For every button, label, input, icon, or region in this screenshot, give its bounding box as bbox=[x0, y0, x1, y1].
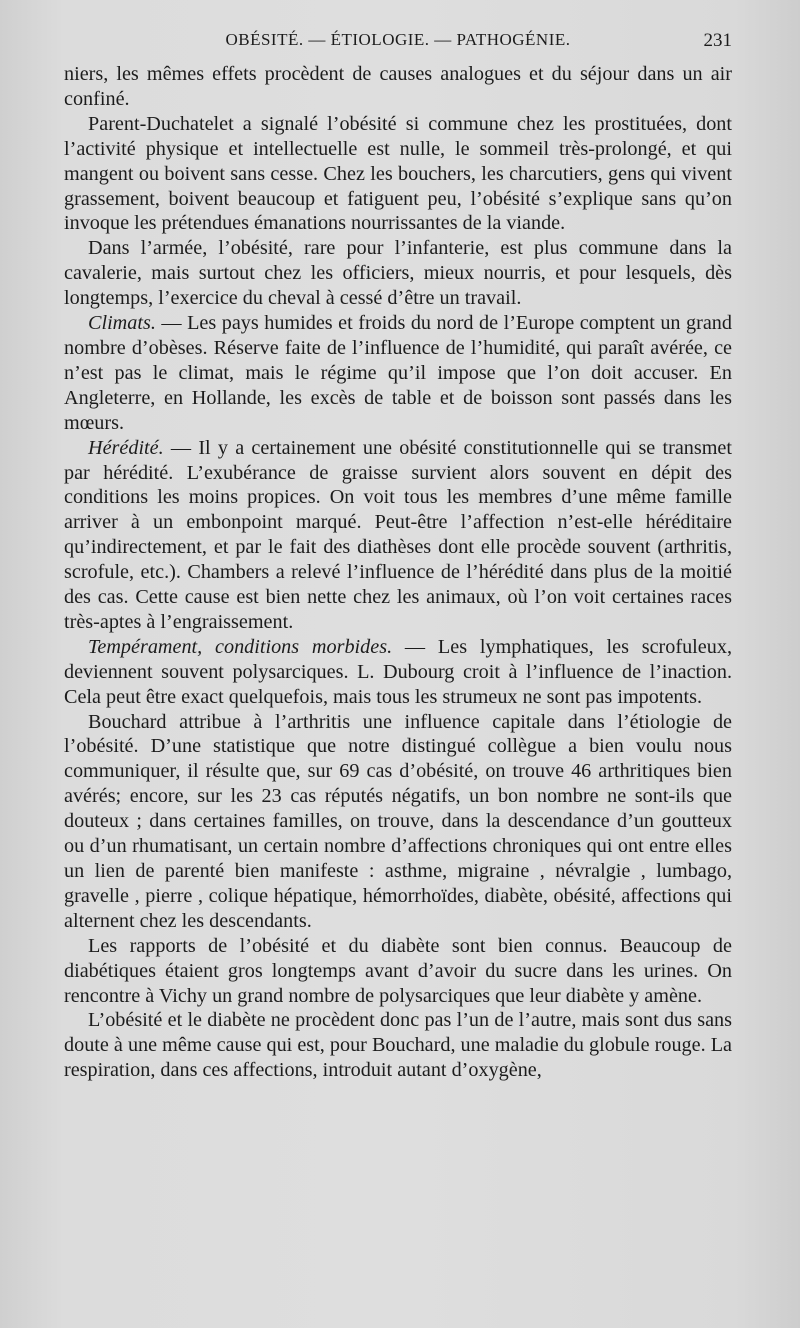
paragraph bbox=[64, 1008, 732, 1083]
paragraph bbox=[64, 62, 732, 112]
paragraph bbox=[64, 710, 732, 934]
paragraph bbox=[64, 112, 732, 237]
paragraph-text: L’obésité et le diabète ne procèdent donc pas l’un de l’autre, mais sont dus sans doute à une même cause qui est, pour Bouchard, une maladie du globule rouge. La respiration, dans ces affections, introduit autant d’oxygène, bbox=[64, 1009, 732, 1082]
paragraph-heredite bbox=[64, 436, 732, 635]
paragraph bbox=[64, 236, 732, 311]
paragraph-lead: Tempérament, conditions morbides. bbox=[88, 635, 393, 658]
paragraph-text: — Les pays humides et froids du nord de l’Europe comptent un grand nombre d’obèses. Réserve faite de l’influence de l’humidité, qui paraît avérée, ce n’est pas le climat, mais le régime qu’il impose que l’on doit accuser. En Angleterre, en Hollande, les excès de table et de boisson sont passés dans les mœurs. bbox=[64, 312, 732, 434]
paragraph bbox=[64, 934, 732, 1009]
paragraph-lead: Hérédité. bbox=[88, 436, 164, 459]
paragraph-text: — Il y a certainement une obésité constitutionnelle qui se transmet par hérédité. L’exubérance de graisse survient alors souvent en dépit des conditions les moins propices. On voit tous les membres d’une même famille arriver à un embonpoint marqué. Peut-être l’affection n’est-elle héréditaire qu’indirectement, et par le fait des diathèses dont elle procède souvent (arthritis, scrofule, etc.). Chambers a relevé l’influence de l’hérédité dans plus de la moitié des cas. Cette cause est bien nette chez les animaux, où l’on voit certaines races très-aptes à l’engraissement. bbox=[64, 436, 732, 633]
paragraph-lead: Climats. bbox=[88, 312, 156, 335]
paragraph-climats bbox=[64, 311, 732, 436]
paragraph-text: Parent-Duchatelet a signalé l’obésité si commune chez les prostituées, dont l’activité physique et intellectuelle est nulle, le sommeil très-prolongé, et qui mangent ou boivent sans cesse. Chez les bouchers, les charcutiers, gens qui vivent grassement, boivent beaucoup et fatiguent peu, l’obésité s’explique sans qu’on invoque les prétendues émanations nourrissantes de la viande. bbox=[64, 112, 732, 235]
body-text bbox=[64, 62, 732, 1083]
running-head: OBÉSITÉ. — ÉTIOLOGIE. — PATHOGÉNIE. bbox=[225, 30, 571, 49]
page-number: 231 bbox=[703, 30, 732, 51]
paragraph-text: — Les lymphatiques, les scrofuleux, deviennent souvent polysarciques. L. Dubourg croit à l’influence de l’inaction. Cela peut être exact quelquefois, mais tous les strumeux ne sont pas impotents. bbox=[64, 635, 732, 708]
paragraph-temperament bbox=[64, 635, 732, 710]
paragraph-text: Les rapports de l’obésité et du diabète sont bien connus. Beaucoup de diabétiques étaient gros longtemps avant d’avoir du sucre dans les urines. On rencontre à Vichy un grand nombre de polysarciques que leur diabète y amène. bbox=[64, 934, 732, 1007]
paragraph-text: Bouchard attribue à l’arthritis une influence capitale dans l’étiologie de l’obésité. D’une statistique que notre distingué collègue a bien voulu nous communiquer, il résulte que, sur 69 cas d’obésité, on trouve 46 arthritiques bien avérés; encore, sur les 23 cas réputés négatifs, un bon nombre ne sont-ils que douteux ; dans certaines familles, on trouve, dans la descendance d’un goutteux ou d’un rhumatisant, un certain nombre d’affections chroniques qui ont entre elles un lien de parenté bien manifeste : asthme, migraine , névralgie , lumbago, gravelle , pierre , colique hépatique, hémorrhoïdes, diabète, obésité, affections qui alternent chez les descendants. bbox=[64, 710, 732, 932]
page-header bbox=[64, 30, 732, 56]
paragraph-text: niers, les mêmes effets procèdent de causes analogues et du séjour dans un air confiné. bbox=[64, 63, 732, 110]
paragraph-text: Dans l’armée, l’obésité, rare pour l’infanterie, est plus commune dans la cavalerie, mais surtout chez les officiers, mieux nourris, et pour lesquels, dès longtemps, l’exercice du cheval à cessé d’être un travail. bbox=[64, 237, 732, 310]
